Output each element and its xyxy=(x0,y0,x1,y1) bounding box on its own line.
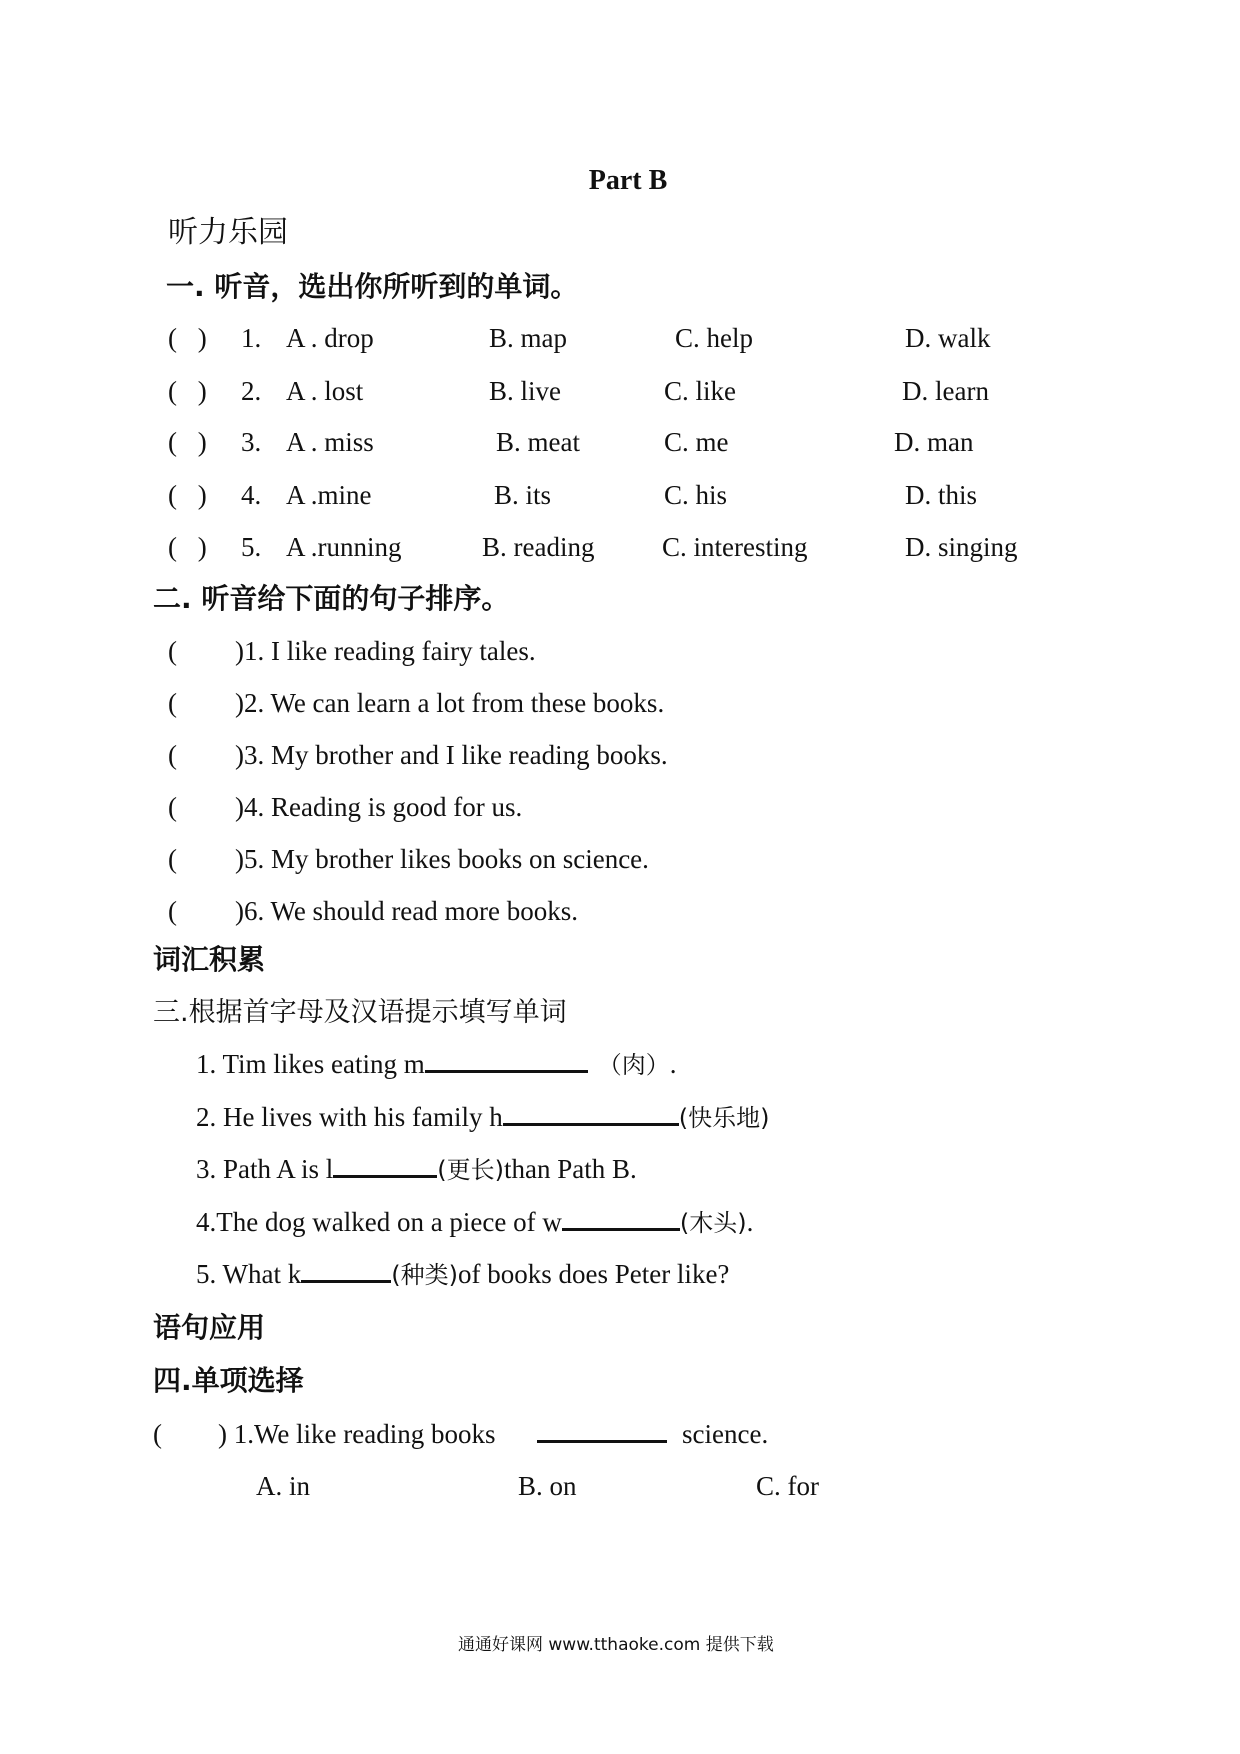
item-text: 3. Path A is l xyxy=(196,1154,334,1184)
option-c[interactable]: C. help xyxy=(675,323,753,353)
part4-heading: 四.单项选择 xyxy=(153,1364,304,1397)
answer-paren[interactable]: ( xyxy=(168,636,177,666)
chinese-hint: (木头) xyxy=(679,1208,747,1237)
sentence-text: )4. Reading is good for us. xyxy=(235,792,523,822)
section-vocab: 词汇积累 xyxy=(153,943,266,976)
item-text-after: than Path B. xyxy=(504,1154,637,1184)
answer-paren[interactable]: ( ) xyxy=(168,323,207,353)
question-after: science. xyxy=(682,1419,769,1449)
answer-paren[interactable]: ( ) xyxy=(168,532,207,562)
item-text-after: of books does Peter like? xyxy=(457,1259,730,1289)
answer-paren[interactable]: ( xyxy=(168,792,177,822)
answer-paren[interactable]: ( xyxy=(168,740,177,770)
answer-blank[interactable] xyxy=(562,1206,680,1231)
option-b[interactable]: B. meat xyxy=(496,427,580,457)
chinese-hint: (种类) xyxy=(391,1261,458,1289)
option-d[interactable]: D. singing xyxy=(905,532,1018,562)
page-title: Part B xyxy=(588,165,668,196)
fill-blank-item xyxy=(196,1258,729,1291)
section-usage: 语句应用 xyxy=(153,1311,266,1344)
item-text-after: . xyxy=(746,1206,754,1237)
answer-blank[interactable] xyxy=(333,1153,437,1178)
option-a[interactable]: A .running xyxy=(286,532,402,562)
answer-blank[interactable] xyxy=(425,1048,588,1073)
sentence-text: )5. My brother likes books on science. xyxy=(235,844,649,874)
sentence-text: )6. We should read more books. xyxy=(235,896,579,926)
fill-blank-item xyxy=(196,1048,677,1081)
answer-paren[interactable]: ( ) xyxy=(168,480,207,510)
option-c[interactable]: C. for xyxy=(756,1471,819,1501)
fill-blank-item xyxy=(196,1153,637,1186)
option-c[interactable]: C. like xyxy=(664,376,736,406)
option-c[interactable]: C. me xyxy=(664,427,729,457)
sentence-text: )3. My brother and I like reading books. xyxy=(235,740,668,770)
item-text: 2. He lives with his family h xyxy=(196,1101,503,1132)
answer-blank[interactable] xyxy=(301,1258,391,1283)
item-number: 4. xyxy=(241,480,262,510)
option-b[interactable]: B. map xyxy=(489,323,567,353)
part3-heading: 三.根据首字母及汉语提示填写单词 xyxy=(153,997,567,1028)
sentence-text: )1. I like reading fairy tales. xyxy=(235,636,536,666)
option-c[interactable]: C. his xyxy=(664,480,728,510)
question-text: ) 1.We like reading books xyxy=(218,1419,496,1449)
answer-blank[interactable] xyxy=(537,1418,667,1450)
chinese-hint: （肉） xyxy=(597,1051,670,1079)
item-number: 3. xyxy=(241,427,262,457)
option-c[interactable]: C. interesting xyxy=(662,532,808,562)
option-a[interactable]: A . lost xyxy=(286,376,364,406)
footer-credit: 通通好课网 www.tthaoke.com 提供下载 xyxy=(458,1635,774,1655)
option-d[interactable]: D. this xyxy=(905,480,978,510)
option-d[interactable]: D. man xyxy=(894,427,974,457)
sentence-text: )2. We can learn a lot from these books. xyxy=(235,688,665,718)
option-a[interactable]: A . drop xyxy=(286,323,374,353)
chinese-hint: (快乐地) xyxy=(678,1103,770,1132)
item-text: 1. Tim likes eating m xyxy=(196,1049,425,1079)
part1-heading: 一. 听音，选出你所听到的单词。 xyxy=(166,270,579,303)
item-number: 2. xyxy=(241,376,262,406)
answer-paren[interactable]: ( ) xyxy=(168,427,207,457)
option-a[interactable]: A .mine xyxy=(286,480,372,510)
option-b[interactable]: B. its xyxy=(494,480,552,510)
option-d[interactable]: D. walk xyxy=(905,323,991,353)
fill-blank-item xyxy=(196,1206,753,1239)
chinese-hint: (更长) xyxy=(437,1156,505,1184)
item-number: 5. xyxy=(241,532,262,562)
answer-paren[interactable]: ( xyxy=(168,896,177,926)
option-b[interactable]: B. reading xyxy=(482,532,595,562)
answer-paren[interactable]: ( ) xyxy=(168,376,207,406)
option-a[interactable]: A. in xyxy=(256,1471,310,1501)
option-a[interactable]: A . miss xyxy=(286,427,374,457)
option-b[interactable]: B. live xyxy=(489,376,561,406)
item-text-after: . xyxy=(669,1049,677,1079)
part2-heading: 二. 听音给下面的句子排序。 xyxy=(153,582,510,615)
answer-paren[interactable]: ( xyxy=(153,1419,162,1449)
answer-blank[interactable] xyxy=(503,1101,679,1126)
option-b[interactable]: B. on xyxy=(518,1471,577,1501)
fill-blank-item xyxy=(196,1101,769,1134)
section-listening: 听力乐园 xyxy=(168,215,288,250)
item-text: 4.The dog walked on a piece of w xyxy=(196,1206,562,1237)
item-number: 1. xyxy=(241,323,262,353)
answer-paren[interactable]: ( xyxy=(168,688,177,718)
item-text: 5. What k xyxy=(196,1259,302,1289)
option-d[interactable]: D. learn xyxy=(902,376,989,406)
answer-paren[interactable]: ( xyxy=(168,844,177,874)
